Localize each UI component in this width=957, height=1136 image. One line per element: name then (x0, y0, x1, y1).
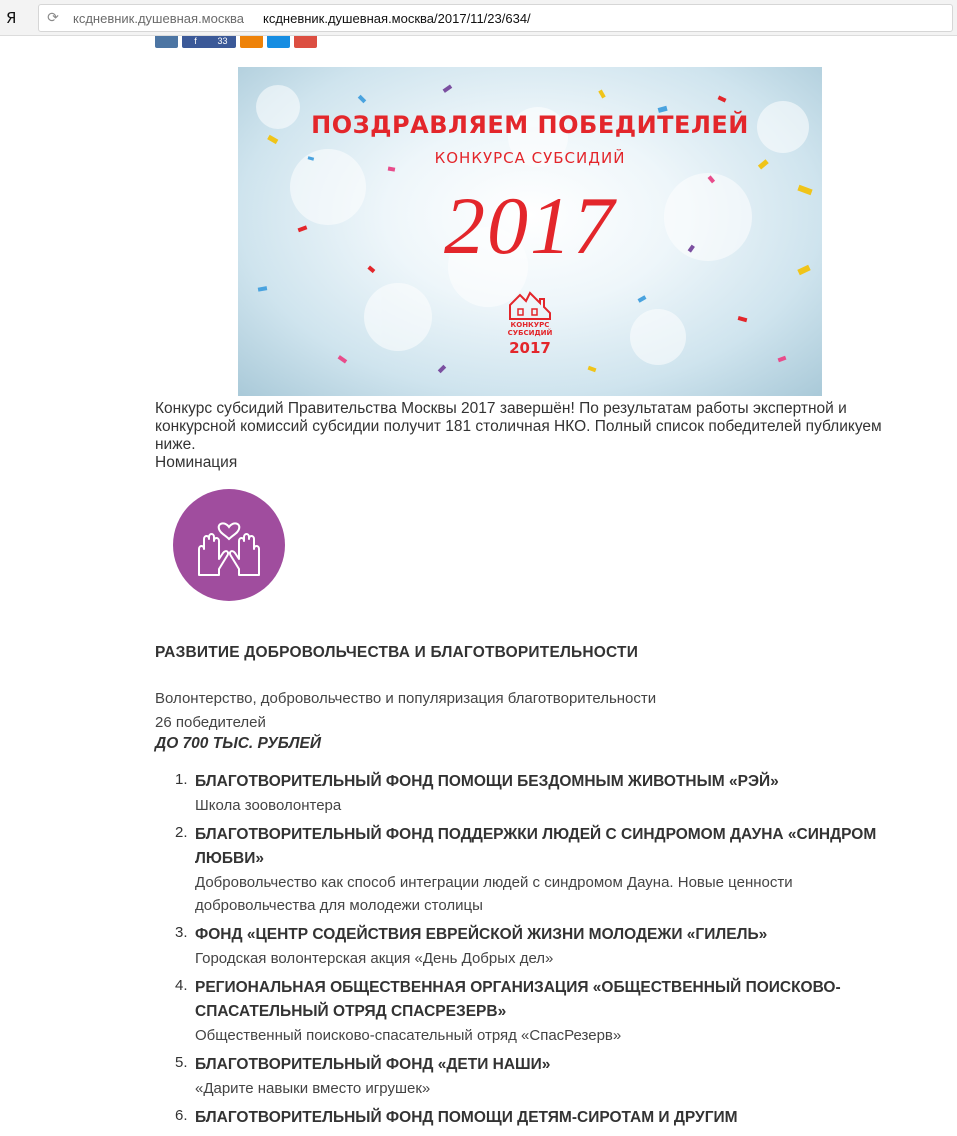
list-item (155, 823, 895, 917)
yandex-logo-icon[interactable]: Я (6, 8, 17, 27)
nomination-title: РАЗВИТИЕ ДОБРОВОЛЬЧЕСТВА И БЛАГОТВОРИТЕЛЬНОСТИ (155, 644, 639, 661)
reload-icon[interactable]: ⟳ (47, 10, 59, 26)
share-googleplus-button[interactable] (294, 36, 317, 48)
winner-number: 4. (175, 977, 188, 994)
nomination-label: Номинация (155, 454, 238, 471)
facebook-icon: f (194, 36, 197, 46)
share-buttons (155, 36, 317, 48)
volunteer-hands-icon (173, 489, 285, 601)
article-intro: Конкурс субсидий Правительства Москвы 2017 завершён! По результатам работы экспертной и конкурсной комиссий субсидии получит 181 столичная НКО. Полный список победителей публикуем ниже. (155, 400, 882, 453)
winner-organization: БЛАГОТВОРИТЕЛЬНЫЙ ФОНД ПОДДЕРЖКИ ЛЮДЕЙ С СИНДРОМОМ ДАУНА «СИНДРОМ ЛЮБВИ» (195, 826, 877, 867)
list-item (155, 770, 895, 817)
winner-number: 3. (175, 924, 188, 941)
winner-project: Городская волонтерская акция «День Добрых дел» (195, 950, 554, 967)
winner-number: 2. (175, 824, 188, 841)
address-url[interactable]: ксдневник.душевная.москва/2017/11/23/634/ (263, 10, 531, 26)
winner-project: «Дарите навыки вместо игрушек» (195, 1080, 431, 1097)
share-facebook-count: 33 (217, 36, 228, 46)
browser-toolbar (0, 0, 957, 36)
address-host: ксдневник.душевная.москва (73, 10, 245, 26)
nomination-grant: ДО 700 ТЫС. РУБЛЕЙ (155, 735, 322, 752)
winner-organization: БЛАГОТВОРИТЕЛЬНЫЙ ФОНД ПОМОЩИ БЕЗДОМНЫМ ЖИВОТНЫМ «РЭЙ» (195, 773, 779, 790)
winner-number: 1. (175, 771, 188, 788)
banner-image (238, 67, 822, 396)
logo-line1: КОНКУРС (510, 321, 550, 329)
winner-organization: ФОНД «ЦЕНТР СОДЕЙСТВИЯ ЕВРЕЙСКОЙ ЖИЗНИ МОЛОДЕЖИ «ГИЛЕЛЬ» (195, 926, 768, 943)
address-bar[interactable] (38, 4, 953, 32)
winners-list (155, 770, 895, 1136)
banner-title: ПОЗДРАВЛЯЕМ ПОБЕДИТЕЛЕЙ (311, 111, 749, 139)
winner-number: 6. (175, 1107, 188, 1124)
winner-project: Школа зооволонтера (195, 797, 342, 814)
house-logo-icon (504, 289, 556, 321)
list-item (155, 923, 895, 970)
winner-organization: БЛАГОТВОРИТЕЛЬНЫЙ ФОНД ПОМОЩИ ДЕТЯМ-СИРОТАМ И ДРУГИМ (195, 1109, 738, 1126)
nomination-description: Волонтерство, добровольчество и популяризация благотворительности (155, 690, 657, 707)
winner-project: Добровольчество как способ интеграции людей с синдромом Дауна. Новые ценности добровольчества для молодежи столицы (195, 874, 793, 914)
banner-subtitle: КОНКУРСА СУБСИДИЙ (434, 149, 626, 167)
banner-year: 2017 (444, 180, 616, 271)
list-item (155, 1106, 895, 1130)
winner-number: 5. (175, 1054, 188, 1071)
nomination-winners-count: 26 победителей (155, 714, 266, 731)
logo-line2: СУБСИДИЙ (507, 329, 553, 337)
share-vk-button[interactable] (155, 36, 178, 48)
share-mailru-button[interactable] (267, 36, 290, 48)
winner-organization: РЕГИОНАЛЬНАЯ ОБЩЕСТВЕННАЯ ОРГАНИЗАЦИЯ «ОБЩЕСТВЕННЫЙ ПОИСКОВО-СПАСАТЕЛЬНЫЙ ОТРЯД СПАСРЕЗЕРВ» (195, 979, 841, 1020)
share-facebook-button[interactable] (182, 36, 236, 48)
share-odnoklassniki-button[interactable] (240, 36, 263, 48)
winner-project: Общественный поисково-спасательный отряд «СпасРезерв» (195, 1027, 622, 1044)
logo-year: 2017 (509, 339, 551, 357)
contest-logo (504, 289, 556, 359)
list-item (155, 1053, 895, 1100)
list-item (155, 976, 895, 1047)
winner-organization: БЛАГОТВОРИТЕЛЬНЫЙ ФОНД «ДЕТИ НАШИ» (195, 1056, 551, 1073)
